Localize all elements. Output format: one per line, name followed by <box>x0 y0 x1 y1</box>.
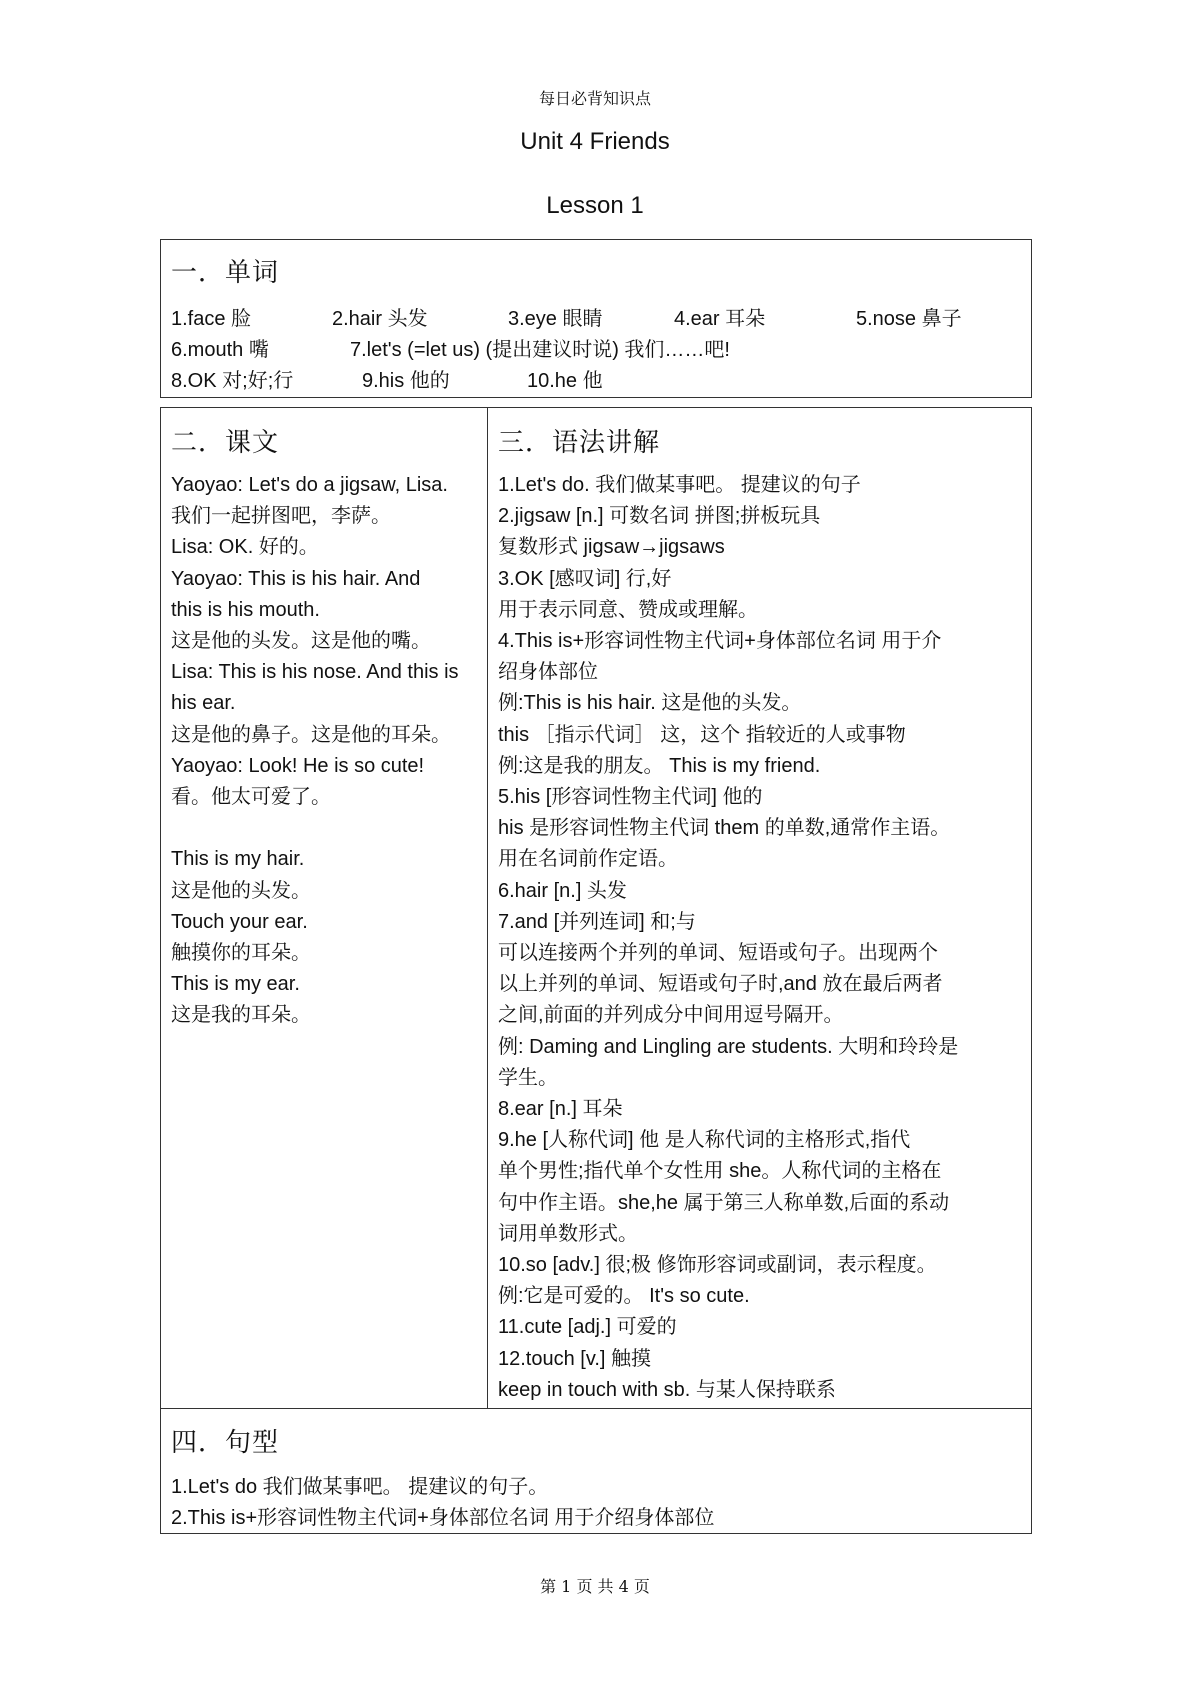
page-footer: 第 1 页 共 4 页 <box>540 1577 650 1596</box>
grammar-line: 6.hair [n.] 头发 <box>498 879 627 902</box>
grammar-line: 2.jigsaw [n.] 可数名词 拼图;拼板玩具 <box>498 505 821 528</box>
grammar-line: 学生。 <box>498 1066 558 1089</box>
grammar-line: 4.This is+形容词性物主代词+身体部位名词 用于介 <box>498 630 942 653</box>
grammar-line: his 是形容词性物主代词 them 的单数,通常作主语。 <box>498 817 951 840</box>
row-divider <box>161 1408 1031 1409</box>
grammar-line: 7.and [并列连词] 和;与 <box>498 910 696 933</box>
grammar-line: keep in touch with sb. 与某人保持联系 <box>498 1378 836 1401</box>
grammar-line: 例: Daming and Lingling are students. 大明和玲玲是 <box>498 1035 959 1058</box>
vocab-item: 7.let's (=let us) (提出建议时说) 我们……吧! <box>350 339 730 361</box>
pattern-line: 2.This is+形容词性物主代词+身体部位名词 用于介绍身体部位 <box>171 1507 715 1529</box>
text-line: Yaoyao: Look! He is so cute! <box>171 754 425 777</box>
text-line: 这是他的鼻子。这是他的耳朵。 <box>171 723 451 746</box>
text-line: 这是他的头发。这是他的嘴。 <box>171 630 431 653</box>
text-line: his ear. <box>171 692 236 715</box>
pattern-line: 1.Let's do 我们做某事吧。 提建议的句子。 <box>171 1476 549 1498</box>
grammar-line: this ［指示代词］ 这，这个 指较近的人或事物 <box>498 723 906 746</box>
grammar-line: 以上并列的单词、短语或句子时,and 放在最后两者 <box>498 973 943 996</box>
blank-line <box>171 813 459 844</box>
unit-title: Unit 4 Friends <box>520 128 670 155</box>
grammar-line: 之间,前面的并列成分中间用逗号隔开。 <box>498 1004 844 1027</box>
text-line: Lisa: This is his nose. And this is <box>171 661 459 684</box>
page-header: 每日必背知识点 <box>538 89 651 108</box>
text-line: 这是他的头发。 <box>171 879 311 902</box>
grammar-line: 例:This is his hair. 这是他的头发。 <box>498 692 802 715</box>
text-line: this is his mouth. <box>171 598 320 621</box>
grammar-line: 单个男性;指代单个女性用 she。人称代词的主格在 <box>498 1160 942 1183</box>
patterns-heading: 四．句型 <box>171 1427 280 1457</box>
text-line: Lisa: OK. 好的。 <box>171 536 319 559</box>
grammar-line: 复数形式 jigsaw→jigsaws <box>498 536 725 559</box>
vocab-item: 4.ear 耳朵 <box>674 308 766 330</box>
text-line: 这是我的耳朵。 <box>171 1004 311 1027</box>
grammar-line: 11.cute [adj.] 可爱的 <box>498 1316 677 1339</box>
grammar-line: 绍身体部位 <box>498 661 598 684</box>
vocab-item: 8.OK 对;好;行 <box>171 370 294 392</box>
grammar-line: 8.ear [n.] 耳朵 <box>498 1098 623 1121</box>
text-line: 我们一起拼图吧，李萨。 <box>171 505 391 528</box>
lesson-title: Lesson 1 <box>546 192 644 219</box>
grammar-line: 词用单数形式。 <box>498 1222 638 1245</box>
vocab-item: 2.hair 头发 <box>332 308 428 330</box>
grammar-line: 用于表示同意、赞成或理解。 <box>498 598 758 621</box>
text-column <box>171 470 459 1032</box>
grammar-line: 3.OK [感叹词] 行,好 <box>498 567 672 590</box>
grammar-line: 例:这是我的朋友。 This is my friend. <box>498 754 821 777</box>
grammar-line: 可以连接两个并列的单词、短语或句子。出现两个 <box>498 942 938 965</box>
vocab-item: 9.his 他的 <box>362 370 450 392</box>
grammar-line: 12.touch [v.] 触摸 <box>498 1347 652 1370</box>
text-line: Yaoyao: Let's do a jigsaw, Lisa. <box>171 474 448 496</box>
column-divider <box>487 408 488 1408</box>
grammar-line: 例:它是可爱的。 It's so cute. <box>498 1285 750 1308</box>
vocab-heading: 一．单词 <box>171 257 280 287</box>
text-line: Touch your ear. <box>171 910 308 933</box>
vocab-item: 5.nose 鼻子 <box>856 308 962 330</box>
grammar-line: 9.he [人称代词] 他 是人称代词的主格形式,指代 <box>498 1129 911 1152</box>
text-line: This is my ear. <box>171 973 300 996</box>
grammar-line: 用在名词前作定语。 <box>498 848 678 871</box>
grammar-line: 5.his [形容词性物主代词] 他的 <box>498 786 763 809</box>
vocab-item: 10.he 他 <box>527 370 603 392</box>
text-line: 触摸你的耳朵。 <box>171 942 311 965</box>
grammar-line: 句中作主语。she,he 属于第三人称单数,后面的系动 <box>498 1191 950 1214</box>
vocab-item: 3.eye 眼睛 <box>508 308 603 330</box>
text-line: Yaoyao: This is his hair. And <box>171 567 421 590</box>
text-line: 看。他太可爱了。 <box>171 786 331 809</box>
vocab-box <box>160 239 1032 398</box>
main-table <box>160 407 1032 1534</box>
grammar-line: 10.so [adv.] 很;极 修饰形容词或副词，表示程度。 <box>498 1254 937 1277</box>
grammar-heading: 三．语法讲解 <box>498 427 661 457</box>
grammar-column <box>498 470 958 1406</box>
grammar-line: 1.Let's do. 我们做某事吧。 提建议的句子 <box>498 474 861 496</box>
text-heading: 二．课文 <box>171 427 280 457</box>
text-line: This is my hair. <box>171 848 305 871</box>
vocab-item: 1.face 脸 <box>171 308 252 330</box>
vocab-item: 6.mouth 嘴 <box>171 339 269 361</box>
